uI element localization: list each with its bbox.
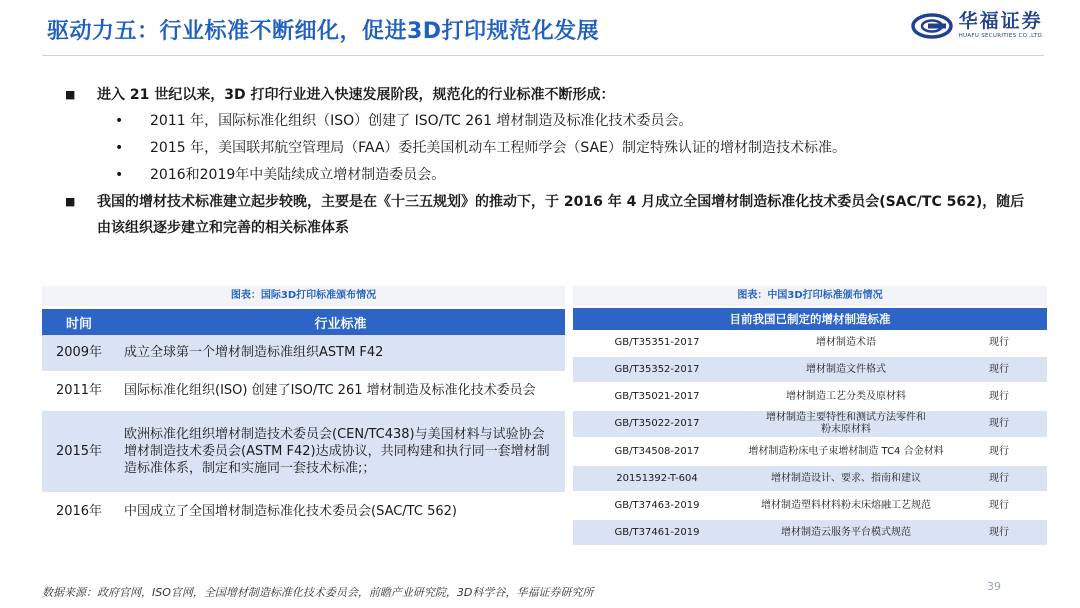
page-title: 驱动力五：行业标准不断细化，促进3D打印规范化发展 (47, 19, 600, 44)
dot-bullet-icon: • (115, 167, 124, 183)
standard-name: 增材制造粉床电子束增材制造 TC4 合金材料 (741, 438, 951, 465)
table-row (42, 493, 565, 530)
table-row (573, 330, 1047, 356)
column-header-standard: 行业标准 (116, 309, 565, 335)
sub-bullet-text: 2011 年，国际标准化组织（ISO）创建了 ISO/TC 261 增材制造及标准化技术委员会。 (150, 113, 693, 129)
cn-table-header: 目前我国已制定的增材制造标准 (573, 308, 1047, 330)
intl-table-caption: 图表：国际3D打印标准颁布情况 (42, 286, 565, 306)
standard-status: 现行 (951, 356, 1047, 383)
standard-code: GB/T35021-2017 (573, 383, 741, 410)
standard-status: 现行 (951, 492, 1047, 519)
standard-cell: 中国成立了全国增材制造标准化技术委员会(SAC/TC 562) (116, 493, 565, 530)
standard-cell: 成立全球第一个增材制造标准组织ASTM F42 (116, 335, 565, 372)
huafu-logo-icon (911, 13, 953, 39)
standard-status: 现行 (951, 383, 1047, 410)
brand-name: 华福证券 (958, 10, 1043, 32)
table-row (573, 519, 1047, 546)
standard-name: 增材制造工艺分类及原材料 (741, 383, 951, 410)
intl-standards-table (42, 309, 565, 532)
standard-code: GB/T35351-2017 (573, 330, 741, 356)
table-row (573, 410, 1047, 438)
table-row (573, 356, 1047, 383)
table-row (42, 335, 565, 372)
square-bullet-icon: ■ (65, 195, 76, 208)
standard-code: GB/T35022-2017 (573, 410, 741, 438)
dot-bullet-icon: • (115, 113, 124, 129)
title-divider (42, 55, 1044, 56)
cn-table-caption: 图表：中国3D打印标准颁布情况 (573, 286, 1047, 306)
year-cell: 2016年 (42, 493, 116, 530)
table-row (573, 438, 1047, 465)
sub-bullet-item (65, 162, 1025, 189)
brand-name-en: HUAFU SECURITIES CO.,LTD. (958, 33, 1044, 39)
page-number: 39 (987, 580, 1001, 593)
data-source-note: 数据来源：政府官网，ISO官网，全国增材制造标准化技术委员会，前瞻产业研究院，3D科学谷，华福证券研究所 (42, 586, 594, 599)
standard-status: 现行 (951, 519, 1047, 546)
sub-bullet-text: 2016和2019年中美陆续成立增材制造委员会。 (150, 167, 446, 183)
bullet-item (65, 82, 1025, 108)
standard-name: 增材制造文件格式 (741, 356, 951, 383)
square-bullet-icon: ■ (65, 88, 76, 101)
sub-bullet-text: 2015 年，美国联邦航空管理局（FAA）委托美国机动车工程师学会（SAE）制定特殊认证的增材制造技术标准。 (150, 140, 846, 156)
standard-name: 增材制造主要特性和测试方法零件和粉末原材料 (741, 410, 951, 438)
brand-logo (911, 12, 1044, 40)
bullet-text: 我国的增材技术标准建立起步较晚，主要是在《十三五规划》的推动下，于 2016 年 4 月成立全国增材制造标准化技术委员会(SAC/TC 562)，随后由该组织逐步建立和完善的相关标准体系 (97, 194, 1025, 236)
standard-code: GB/T37463-2019 (573, 492, 741, 519)
standard-name: 增材制造设计、要求、指南和建议 (741, 465, 951, 492)
standard-code: 20151392-T-604 (573, 465, 741, 492)
standard-code: GB/T35352-2017 (573, 356, 741, 383)
table-row (42, 409, 565, 493)
year-cell: 2011年 (42, 372, 116, 409)
standard-code: GB/T34508-2017 (573, 438, 741, 465)
year-cell: 2015年 (42, 409, 116, 493)
table-header-row (573, 308, 1047, 330)
table-row (573, 465, 1047, 492)
standard-cell: 欧洲标准化组织增材制造技术委员会(CEN/TC438)与美国材料与试验协会增材制造技术委员会(ASTM F42)达成协议，共同构建和执行同一套增材制造标准体系，制定和实施同一套技术标准;； (116, 409, 565, 493)
standard-status: 现行 (951, 330, 1047, 356)
bullet-item (65, 189, 1025, 241)
table-row (42, 372, 565, 409)
standard-code: GB/T37461-2019 (573, 519, 741, 546)
standard-status: 现行 (951, 465, 1047, 492)
standard-name: 增材制造术语 (741, 330, 951, 356)
bullet-list (65, 82, 1025, 241)
standard-status: 现行 (951, 438, 1047, 465)
bullet-text: 进入 21 世纪以来，3D 打印行业进入快速发展阶段，规范化的行业标准不断形成： (97, 87, 615, 103)
dot-bullet-icon: • (115, 140, 124, 156)
cn-standards-table (573, 308, 1047, 547)
table-header-row (42, 309, 565, 335)
year-cell: 2009年 (42, 335, 116, 372)
standard-status: 现行 (951, 410, 1047, 438)
standard-name: 增材制造云服务平台模式规范 (741, 519, 951, 546)
standard-cell: 国际标准化组织(ISO) 创建了ISO/TC 261 增材制造及标准化技术委员会 (116, 372, 565, 409)
sub-bullet-item (65, 108, 1025, 135)
standard-name: 增材制造塑料材料粉末床熔融工艺规范 (741, 492, 951, 519)
sub-bullet-item (65, 135, 1025, 162)
brand-text (959, 12, 1044, 40)
table-row (573, 383, 1047, 410)
column-header-time: 时间 (42, 309, 116, 335)
table-row (573, 492, 1047, 519)
